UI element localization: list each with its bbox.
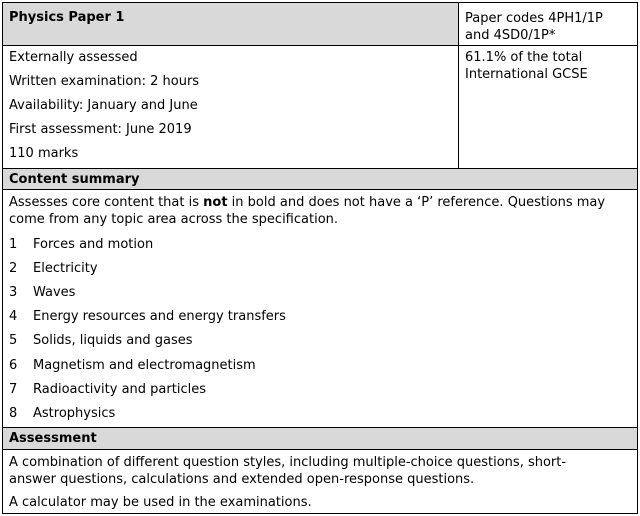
detail-availability: Availability: January and June [9, 98, 198, 113]
divider [3, 45, 637, 46]
topic-label: Energy resources and energy transfers [33, 309, 286, 324]
topic-label: Waves [33, 285, 76, 300]
assessment-heading-row [3, 428, 637, 449]
paper-specification-table [2, 2, 638, 514]
assessment-description: A combination of different question styles, including multiple-choice questions, short-answer questions, calculations and extended open-response questions. [9, 455, 567, 487]
detail-assessed: Externally assessed [9, 50, 138, 65]
divider [3, 189, 637, 190]
detail-marks: 110 marks [9, 146, 79, 161]
topic-label: Solids, liquids and gases [33, 333, 193, 348]
topic-number: 3 [9, 285, 18, 300]
assessment-heading: Assessment [9, 431, 97, 446]
detail-first-assessment: First assessment: June 2019 [9, 122, 192, 137]
content-summary-heading: Content summary [9, 172, 140, 187]
paper-codes: Paper codes 4PH1/1P and 4SD0/1P* [465, 11, 603, 43]
topic-number: 8 [9, 406, 18, 421]
topic-label: Electricity [33, 261, 98, 276]
content-summary-intro: Assesses core content that is not in bold and does not have a ‘P’ reference. Questions may come from any topic area across the specification. [9, 195, 606, 227]
emphasis-not: not [203, 195, 228, 210]
topic-label: Forces and motion [33, 237, 154, 252]
topic-label: Radioactivity and particles [33, 382, 206, 397]
topic-label: Astrophysics [33, 406, 116, 421]
percentage-of-total: 61.1% of the total International GCSE [465, 50, 588, 82]
calculator-note: A calculator may be used in the examinations. [9, 495, 312, 510]
topic-number: 2 [9, 261, 18, 276]
topic-number: 7 [9, 382, 18, 397]
topic-label: Magnetism and electromagnetism [33, 358, 256, 373]
paper-title: Physics Paper 1 [9, 10, 125, 25]
topic-number: 6 [9, 358, 18, 373]
divider [458, 3, 459, 168]
divider [3, 449, 637, 450]
topic-number: 4 [9, 309, 18, 324]
topic-number: 5 [9, 333, 18, 348]
topic-number: 1 [9, 237, 18, 252]
detail-duration: Written examination: 2 hours [9, 74, 200, 89]
